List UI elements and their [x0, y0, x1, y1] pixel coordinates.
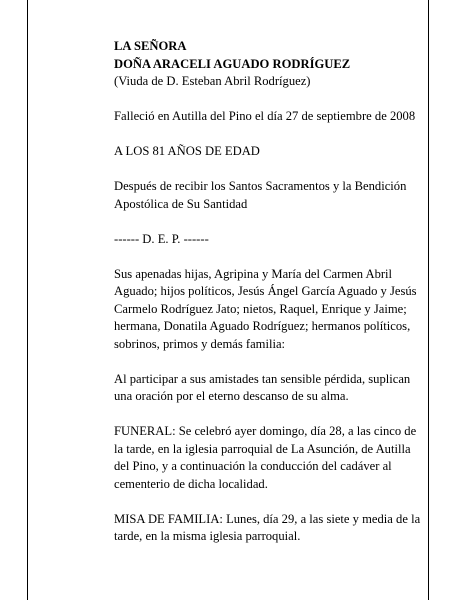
notice-title-name: DOÑA ARACELI AGUADO RODRÍGUEZ [114, 56, 351, 71]
notice-funeral: FUNERAL: Se celebró ayer domingo, día 28, a las cinco de la tarde, en la iglesia parroquial de La Asunción, de Autilla del Pino, y a continuación la conducción del cadáver al cementerio de dicha localidad. [114, 424, 417, 491]
document-page [27, 0, 429, 600]
notice-age: A LOS 81 AÑOS DE EDAD [114, 144, 260, 158]
notice-widow-of: (Viuda de D. Esteban Abril Rodríguez) [114, 74, 311, 88]
notice-rip: ------ D. E. P. ------ [114, 231, 209, 246]
notice-family: Sus apenadas hijas, Agripina y María del Carmen Abril Aguado; hijos políticos, Jesús Ángel García Aguado y Jesús Carmelo Rodríguez Jato; nietos, Raquel, Enrique y Jaime; hermana, Donatila Aguado Rodríguez; hermanos políticos, sobrinos, primos y demás familia: [114, 266, 417, 351]
notice-request: Al participar a sus amistades tan sensible pérdida, suplican una oración por el eterno descanso de su alma. [114, 371, 411, 403]
notice-family-mass: MISA DE FAMILIA: Lunes, día 29, a las siete y media de la tarde, en la misma iglesia parroquial. [114, 511, 421, 543]
notice-sacraments: Después de recibir los Santos Sacramentos y la Bendición Apostólica de Su Santidad [114, 179, 407, 211]
obituary-notice [114, 38, 424, 563]
notice-death-info: Falleció en Autilla del Pino el día 27 de septiembre de 2008 [114, 109, 416, 123]
notice-title-line1: LA SEÑORA [114, 39, 187, 53]
